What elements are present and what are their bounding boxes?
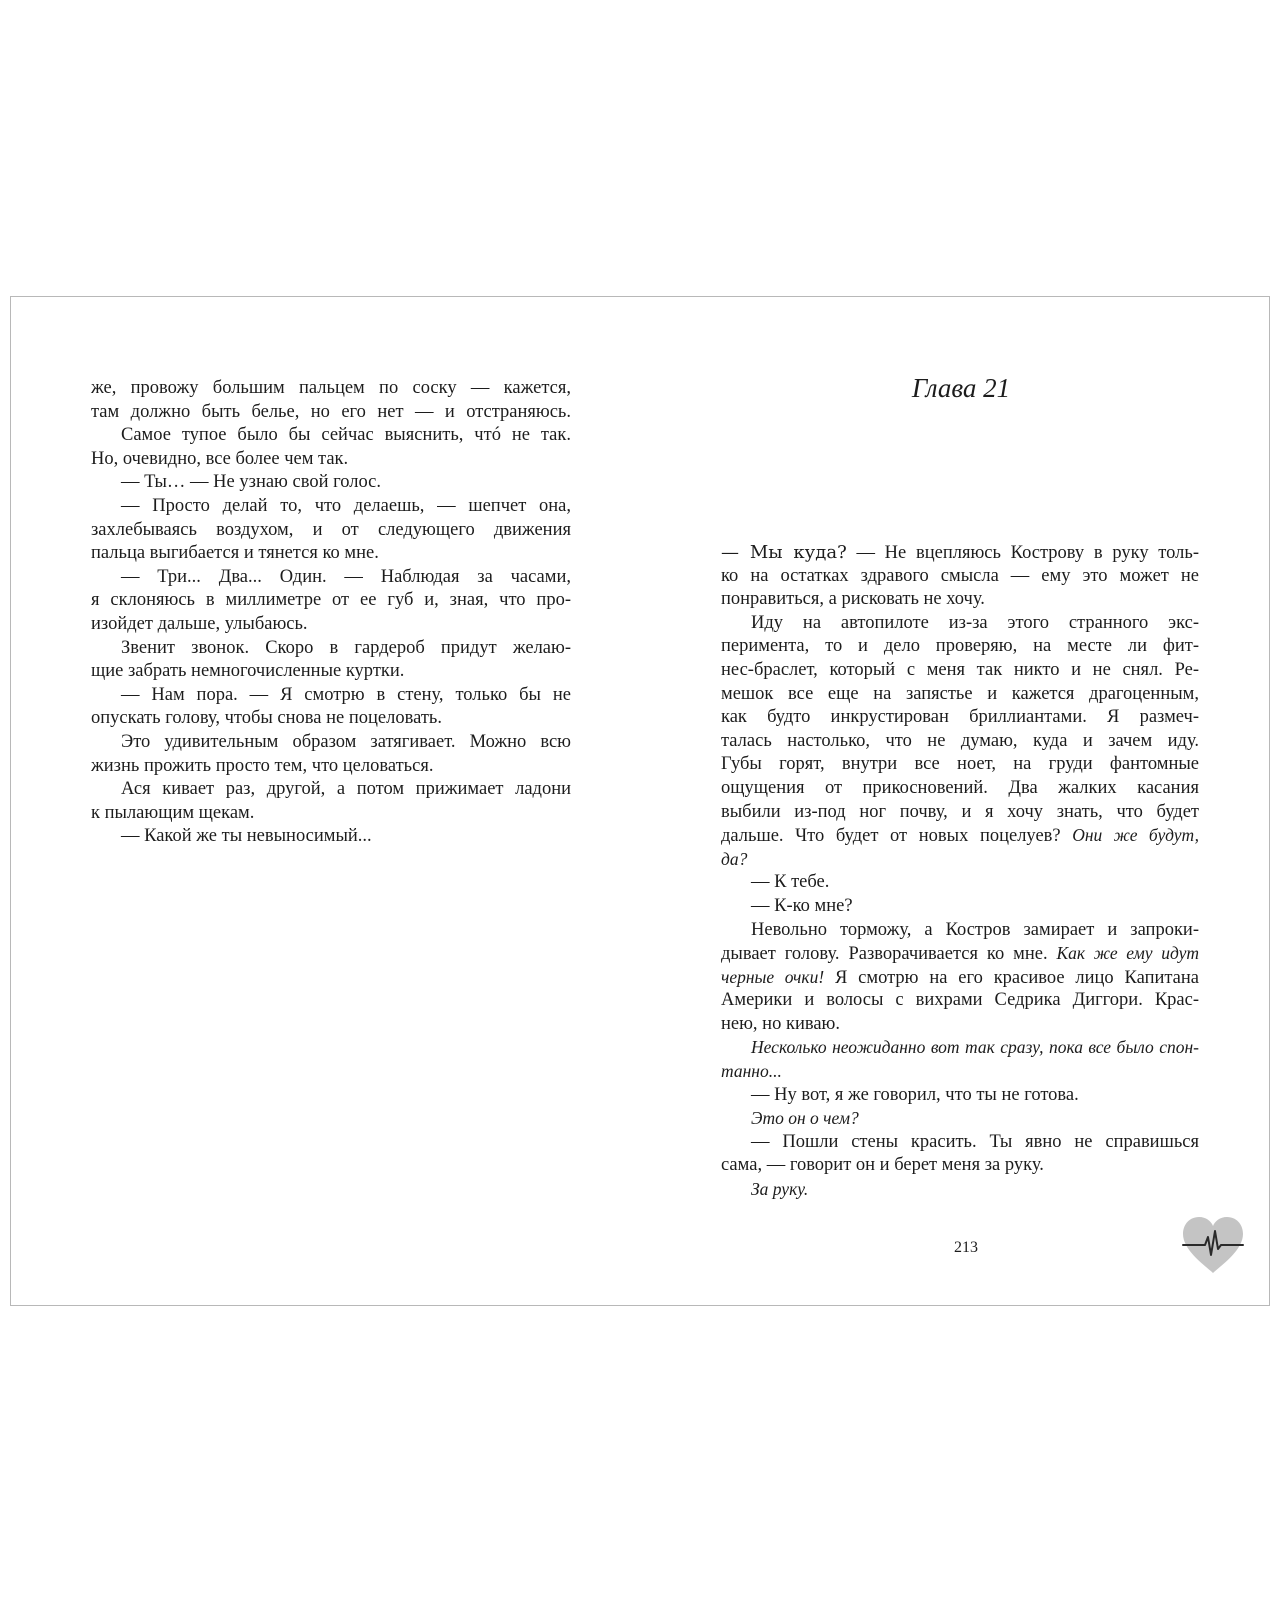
text-line: — Ты… — Не узнаю свой голос. [121,472,382,493]
right-page-text [721,541,1199,1202]
text-segment: — К-ко мне? [751,895,853,916]
text-segment: нею, но киваю. [721,1013,840,1034]
text-segment: как будто инкрустирован бриллиантами. Я размеч- [721,707,1199,728]
text-line [721,966,1199,990]
text-line: изойдет дальше, улыбаюсь. [91,613,308,634]
text-segment: понравиться, а рисковать не хочу. [721,589,985,610]
text-segment: дывает голову. Разворачивается ко мне. [721,944,1057,965]
text-line: — Три... Два... Один. — Наблюдая за часами, [121,566,571,587]
text-segment: Иду на автопилоте из-за этого странного экс- [751,612,1199,633]
text-segment: Америки и волосы с вихрами Седрика Диггори. Крас- [721,990,1199,1011]
text-line [721,706,1199,730]
text-segment: — [721,542,750,563]
text-line: Это удивительным образом затягивает. Можно всю [121,731,571,752]
text-segment: Невольно торможу, а Костров замирает и запроки- [751,919,1199,940]
italic-text: За руку. [751,1179,809,1200]
text-line [721,1178,1199,1202]
chapter-title: Глава 21 [911,373,1011,403]
text-line [721,1060,1199,1084]
text-line [721,942,1199,966]
text-line: жизнь прожить просто тем, что целоваться. [91,755,434,776]
text-segment: ощущения от прикосновений. Два жалких касания [721,777,1199,798]
text-line: — Нам пора. — Я смотрю в стену, только бы не [121,684,571,705]
text-segment: — Не вцепляюсь Кострову в руку толь- [846,543,1199,563]
text-line [721,989,1199,1013]
text-line [721,871,1199,895]
text-line [721,824,1199,848]
text-line: щие забрать немногочисленные куртки. [91,661,405,682]
text-line: Ася кивает раз, другой, а потом прижимает ладони [121,779,571,800]
text-line [721,635,1199,659]
text-segment: выбили из-под ног почву, и я хочу знать, что будет [721,801,1199,822]
italic-text: черные очки! [721,966,825,987]
text-line: захлебываясь воздухом, и от следующего движения [91,519,571,540]
text-line [721,848,1199,872]
text-line [721,753,1199,777]
text-line: к пылающим щекам. [91,802,255,823]
text-line [721,659,1199,683]
text-line [721,588,1199,612]
text-line: Самое тупое было бы сейчас выяснить, чтó не так. [121,425,571,446]
text-segment: мешок все еще на запястье и кажется драгоценным, [721,683,1199,704]
text-line [721,895,1199,919]
text-line [721,777,1199,801]
text-line: Но, очевидно, все более чем так. [91,448,349,469]
text-segment: сама, — говорит он и берет меня за руку. [721,1155,1044,1176]
text-segment: Я смотрю на его красивое лицо Капитана [824,967,1200,988]
text-line: — Просто делай то, что делаешь, — шепчет она, [121,495,571,516]
text-segment: Мы куда? [749,542,847,563]
text-segment: перимента, то и дело проверяю, на месте ли фит- [721,636,1199,657]
italic-text: да? [721,848,748,869]
text-line [721,1131,1199,1155]
text-line [721,801,1199,825]
italic-text: Несколько неожиданно вот так сразу, пока все было спон- [751,1037,1199,1058]
italic-text: Это он о чем? [751,1108,859,1129]
text-line: пальца выгибается и тянется ко мне. [91,543,379,564]
text-line [721,919,1199,943]
text-line [721,1107,1199,1131]
text-segment: — К тебе. [751,872,830,893]
text-line: — Какой же ты невыносимый... [121,826,372,847]
text-line [721,565,1199,589]
italic-text: Как же ему идут [1056,943,1199,964]
text-line [721,730,1199,754]
text-line [721,1013,1199,1037]
italic-text: Они же будут, [1072,825,1199,846]
heart-pulse-icon [1181,1215,1245,1275]
page-number: 213 [954,1239,978,1256]
text-segment: — Ну вот, я же говорил, что ты не готова. [751,1084,1079,1105]
book-spread [10,296,1270,1306]
text-segment: Губы горят, внутри все ноет, на груди фантомные [721,754,1199,775]
text-segment: ко на остатках здравого смысла — ему это может не [721,565,1199,586]
text-line [721,612,1199,636]
text-line [721,683,1199,707]
text-line [721,1084,1199,1108]
text-segment: нес-браслет, который с меня так никто и не снял. Ре- [721,659,1199,680]
text-line [721,1036,1199,1060]
text-line: опускать голову, чтобы снова не поцеловать. [91,708,442,729]
text-segment: дальше. Что будет от новых поцелуев? [721,826,1073,847]
text-line [721,541,1199,565]
text-segment: — Пошли стены красить. Ты явно не справишься [751,1131,1199,1152]
text-line [721,1154,1199,1178]
italic-text: танно... [721,1061,782,1082]
text-segment: талась настолько, что не думаю, куда и зачем иду. [721,730,1199,751]
left-page-text [91,377,571,849]
text-line: там должно быть белье, но его нет — и отстраняюсь. [91,401,571,422]
text-line: Звенит звонок. Скоро в гардероб придут желаю- [121,637,571,658]
text-line: же, провожу большим пальцем по соску — кажется, [91,378,571,398]
text-line: я склоняюсь в миллиметре от ее губ и, зная, что про- [91,590,571,611]
